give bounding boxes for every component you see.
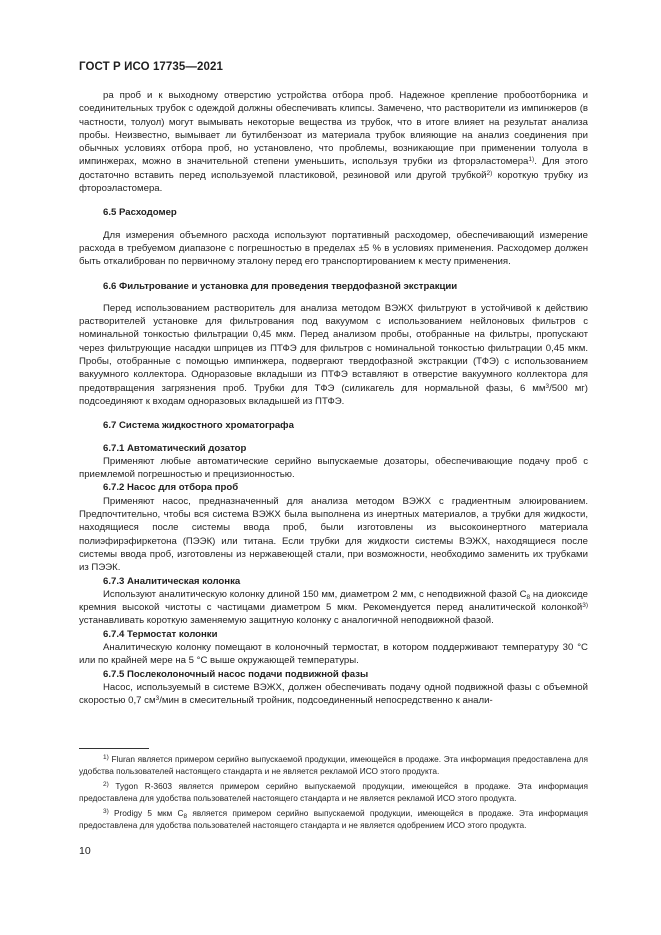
footnote-ref-2[interactable]: 2)	[486, 169, 493, 177]
document-body	[79, 89, 588, 707]
page-number: 10	[79, 845, 91, 857]
section-heading-6-7-2: 6.7.2 Насос для отбора проб	[103, 482, 239, 494]
footnote-divider	[79, 748, 149, 749]
section-heading-6-7-5: 6.7.5 Послеколоночный насос подачи подвижной фазы	[103, 668, 369, 680]
section-heading-6-6: 6.6 Фильтрование и установка для проведения твердофазной экстракции	[103, 280, 458, 292]
footnote-3: $^{3)}$ Prodigy 5 мкм $С_8$ является примером серийно выпускаемой продукции, имеющейся в продаже. Эта информация предоставлена для удобства пользователей настоящего стандарта и не является одобрением ИСО этого продукта.	[79, 808, 588, 830]
section-text-6-7-5: Насос, используемый в системе ВЭЖХ, должен обеспечивать подачу одной подвижной фазы с объемной скоростью 0,7 $см^3$/мин в смесительный тройник, подсоединенный непосредственно к анали-	[79, 681, 588, 707]
intro-paragraph: ра проб и к выходному отверстию устройства отбора проб. Надежное крепление пробоотборника и соединительных трубок с одеждой должны обеспечивать клипсы. Замечено, что растворители из импинжеров (в частности, толуол) могут вымывать некоторые вещества из трубок, что в итоге влияет на результат анализа пробы. Неизвестно, вымывает ли бутилбензоат из материала трубок влияющие на анализ соединения при обычных условиях отбора проб, но установлено, что проблемы, возникающие при применении толуола в импинжерах, можно в значительной степени уменьшить, используя трубки из фторэластомера$^{1)}$. Для этого достаточно вставить перед используемой пластиковой, резиновой или другой трубкой$^{2)}$ короткую трубку из фтороэластомера.	[79, 90, 588, 195]
section-text-6-7-4: Аналитическую колонку помещают в колоночный термостат, в котором поддерживают температуру 30 °С или по крайней мере на 5 °С выше окружающей температуры.	[79, 641, 588, 667]
section-text-6-7-2: Применяют насос, предназначенный для анализа методом ВЭЖХ с градиентным элюированием. Предпочтительно, чтобы вся система ВЭЖХ была выполнена из инертных материалов, а трубки для жидкости, находящиеся после системы ввода проб, были изготовлены из высокоинертного материала полиэфирэфиркетона (ПЭЭК) или титана. Если трубки для жидкости системы ВЭЖХ, находящиеся после системы ввода проб, изготовлены из нержавеющей стали, при возможности, необходимо заменить их трубками из ПЭЭК.	[79, 495, 588, 574]
footnote-1: $^{1)}$ Fluran является примером серийно выпускаемой продукции, имеющейся в продаже. Эта информация предоставлена для удобства пользователей настоящего стандарта и не является рекламой ИСО этого продукта.	[79, 754, 588, 776]
section-text-6-7-1: Применяют любые автоматические серийно выпускаемые дозаторы, обеспечивающие подачу проб с приемлемой погрешностью и прецизионностью.	[79, 455, 588, 481]
footnotes	[79, 754, 588, 836]
section-heading-6-7-3: 6.7.3 Аналитическая колонка	[103, 575, 241, 587]
section-heading-6-5: 6.5 Расходомер	[103, 207, 177, 219]
document-header: ГОСТ Р ИСО 17735—2021	[79, 61, 224, 73]
section-text-6-6: Перед использованием растворитель для анализа методом ВЭЖХ фильтруют в устойчивой к действию растворителей установке для фильтрования под вакуумом с использованием нейлоновых фильтров с номинальной тонкостью фильтрации 0,45 мкм. Перед анализом пробы, отобранные на фильтры, пропускают через фильтрующие насадки шприцев из ПТФЭ для фильтров с номинальной тонкостью фильтрации 0,45 мкм. Пробы, отобранные с помощью импинжера, подвергают твердофазной экстракции (ТФЭ) с использованием вакуумного коллектора. Одноразовые вкладыши из ПТФЭ вставляют в отверстие вакуумного коллектора для предотвращения загрязнения проб. Трубки для ТФЭ (силикагель для нормальной фазы, 6 $мм^3/500$ мг) подсоединяют к входам одноразовых вкладышей из ПТФЭ.	[79, 302, 588, 407]
section-heading-6-7-4: 6.7.4 Термостат колонки	[103, 628, 218, 640]
section-text-6-5: Для измерения объемного расхода используют портативный расходомер, обеспечивающий измерение расхода в требуемом диапазоне с погрешностью в пределах ±5 % в условиях применения. Расходомер должен быть откалиброван по первичному эталону перед его транспортированием к месту применения.	[79, 229, 588, 268]
section-heading-6-7: 6.7 Система жидкостного хроматографа	[103, 420, 294, 432]
section-heading-6-7-1: 6.7.1 Автоматический дозатор	[103, 442, 247, 454]
footnote-ref-1[interactable]: 1)	[528, 156, 535, 164]
section-text-6-7-3: Используют аналитическую колонку длиной 150 мм, диаметром 2 мм, с неподвижной фазой $С_8$ на диоксиде кремния высокой чистоты с частицами диаметром 5 мкм. Рекомендуется перед аналитической колонкой$^{3)}$ устанавливать короткую заменяемую защитную колонку с аналогичной неподвижной фазой.	[79, 588, 588, 627]
footnote-2: $^{2)}$ Tygon R-3603 является примером серийно выпускаемой продукции, имеющейся в продаже. Эта информация предоставлена для удобства пользователей настоящего стандарта и не является рекламой ИСО этого продукта.	[79, 781, 588, 803]
footnote-ref-3[interactable]: 3)	[582, 602, 588, 610]
